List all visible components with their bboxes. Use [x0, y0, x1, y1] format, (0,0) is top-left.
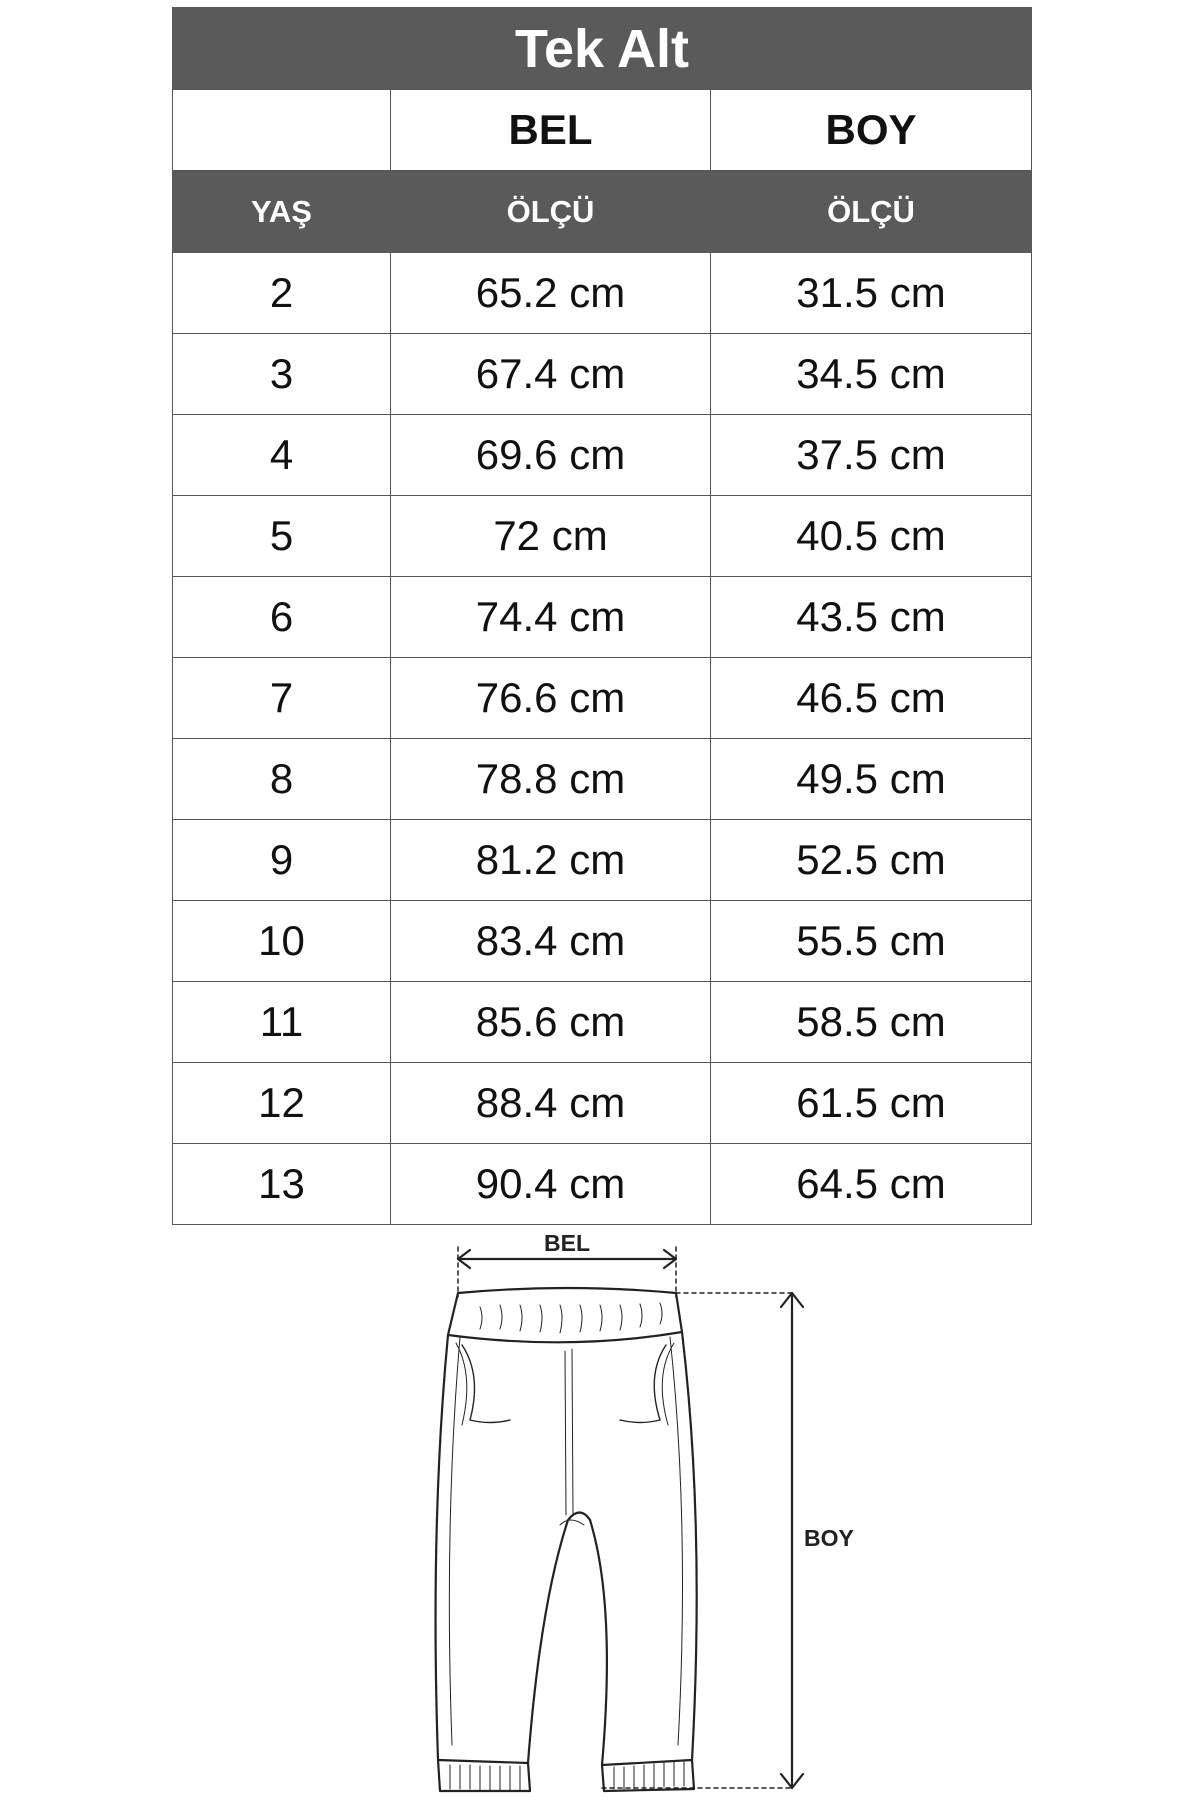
- table-row: [173, 334, 1032, 415]
- subheader-age: YAŞ: [173, 171, 391, 253]
- boy-cell: 49.5 cm: [711, 739, 1032, 820]
- age-cell: 10: [173, 901, 391, 982]
- age-cell: 6: [173, 577, 391, 658]
- pants-icon: [436, 1288, 697, 1791]
- table-row: [173, 253, 1032, 334]
- age-cell: 2: [173, 253, 391, 334]
- title-row: [173, 8, 1032, 90]
- age-cell: 8: [173, 739, 391, 820]
- table-row: [173, 982, 1032, 1063]
- header-boy: BOY: [711, 90, 1032, 171]
- subheader-row: [173, 171, 1032, 253]
- subheader-boy-measure: ÖLÇÜ: [711, 171, 1032, 253]
- table-row: [173, 820, 1032, 901]
- table-row: [173, 901, 1032, 982]
- bel-cell: 78.8 cm: [391, 739, 711, 820]
- bel-cell: 88.4 cm: [391, 1063, 711, 1144]
- boy-cell: 37.5 cm: [711, 415, 1032, 496]
- bel-cell: 85.6 cm: [391, 982, 711, 1063]
- bel-cell: 72 cm: [391, 496, 711, 577]
- bel-cell: 65.2 cm: [391, 253, 711, 334]
- boy-cell: 64.5 cm: [711, 1144, 1032, 1225]
- bel-cell: 76.6 cm: [391, 658, 711, 739]
- age-cell: 3: [173, 334, 391, 415]
- age-cell: 11: [173, 982, 391, 1063]
- table-row: [173, 658, 1032, 739]
- header-bel: BEL: [391, 90, 711, 171]
- chart-title: Tek Alt: [173, 8, 1032, 90]
- boy-cell: 55.5 cm: [711, 901, 1032, 982]
- age-cell: 9: [173, 820, 391, 901]
- subheader-bel-measure: ÖLÇÜ: [391, 171, 711, 253]
- pants-measurement-diagram: [420, 1225, 900, 1800]
- table-row: [173, 577, 1032, 658]
- length-label: BOY: [804, 1525, 854, 1551]
- table-row: [173, 415, 1032, 496]
- age-cell: 13: [173, 1144, 391, 1225]
- boy-cell: 52.5 cm: [711, 820, 1032, 901]
- age-cell: 7: [173, 658, 391, 739]
- table-row: [173, 1063, 1032, 1144]
- bel-cell: 81.2 cm: [391, 820, 711, 901]
- bel-cell: 67.4 cm: [391, 334, 711, 415]
- bel-cell: 74.4 cm: [391, 577, 711, 658]
- waist-label: BEL: [544, 1230, 590, 1256]
- bel-cell: 83.4 cm: [391, 901, 711, 982]
- boy-cell: 46.5 cm: [711, 658, 1032, 739]
- size-chart-table: [172, 7, 1032, 1225]
- header-row: [173, 90, 1032, 171]
- boy-cell: 34.5 cm: [711, 334, 1032, 415]
- age-cell: 5: [173, 496, 391, 577]
- boy-cell: 43.5 cm: [711, 577, 1032, 658]
- table-row: [173, 496, 1032, 577]
- age-cell: 4: [173, 415, 391, 496]
- header-empty-cell: [173, 90, 391, 171]
- boy-cell: 61.5 cm: [711, 1063, 1032, 1144]
- boy-cell: 40.5 cm: [711, 496, 1032, 577]
- bel-cell: 90.4 cm: [391, 1144, 711, 1225]
- boy-cell: 31.5 cm: [711, 253, 1032, 334]
- table-row: [173, 739, 1032, 820]
- table-row: [173, 1144, 1032, 1225]
- length-arrow-icon: [602, 1293, 803, 1788]
- bel-cell: 69.6 cm: [391, 415, 711, 496]
- boy-cell: 58.5 cm: [711, 982, 1032, 1063]
- age-cell: 12: [173, 1063, 391, 1144]
